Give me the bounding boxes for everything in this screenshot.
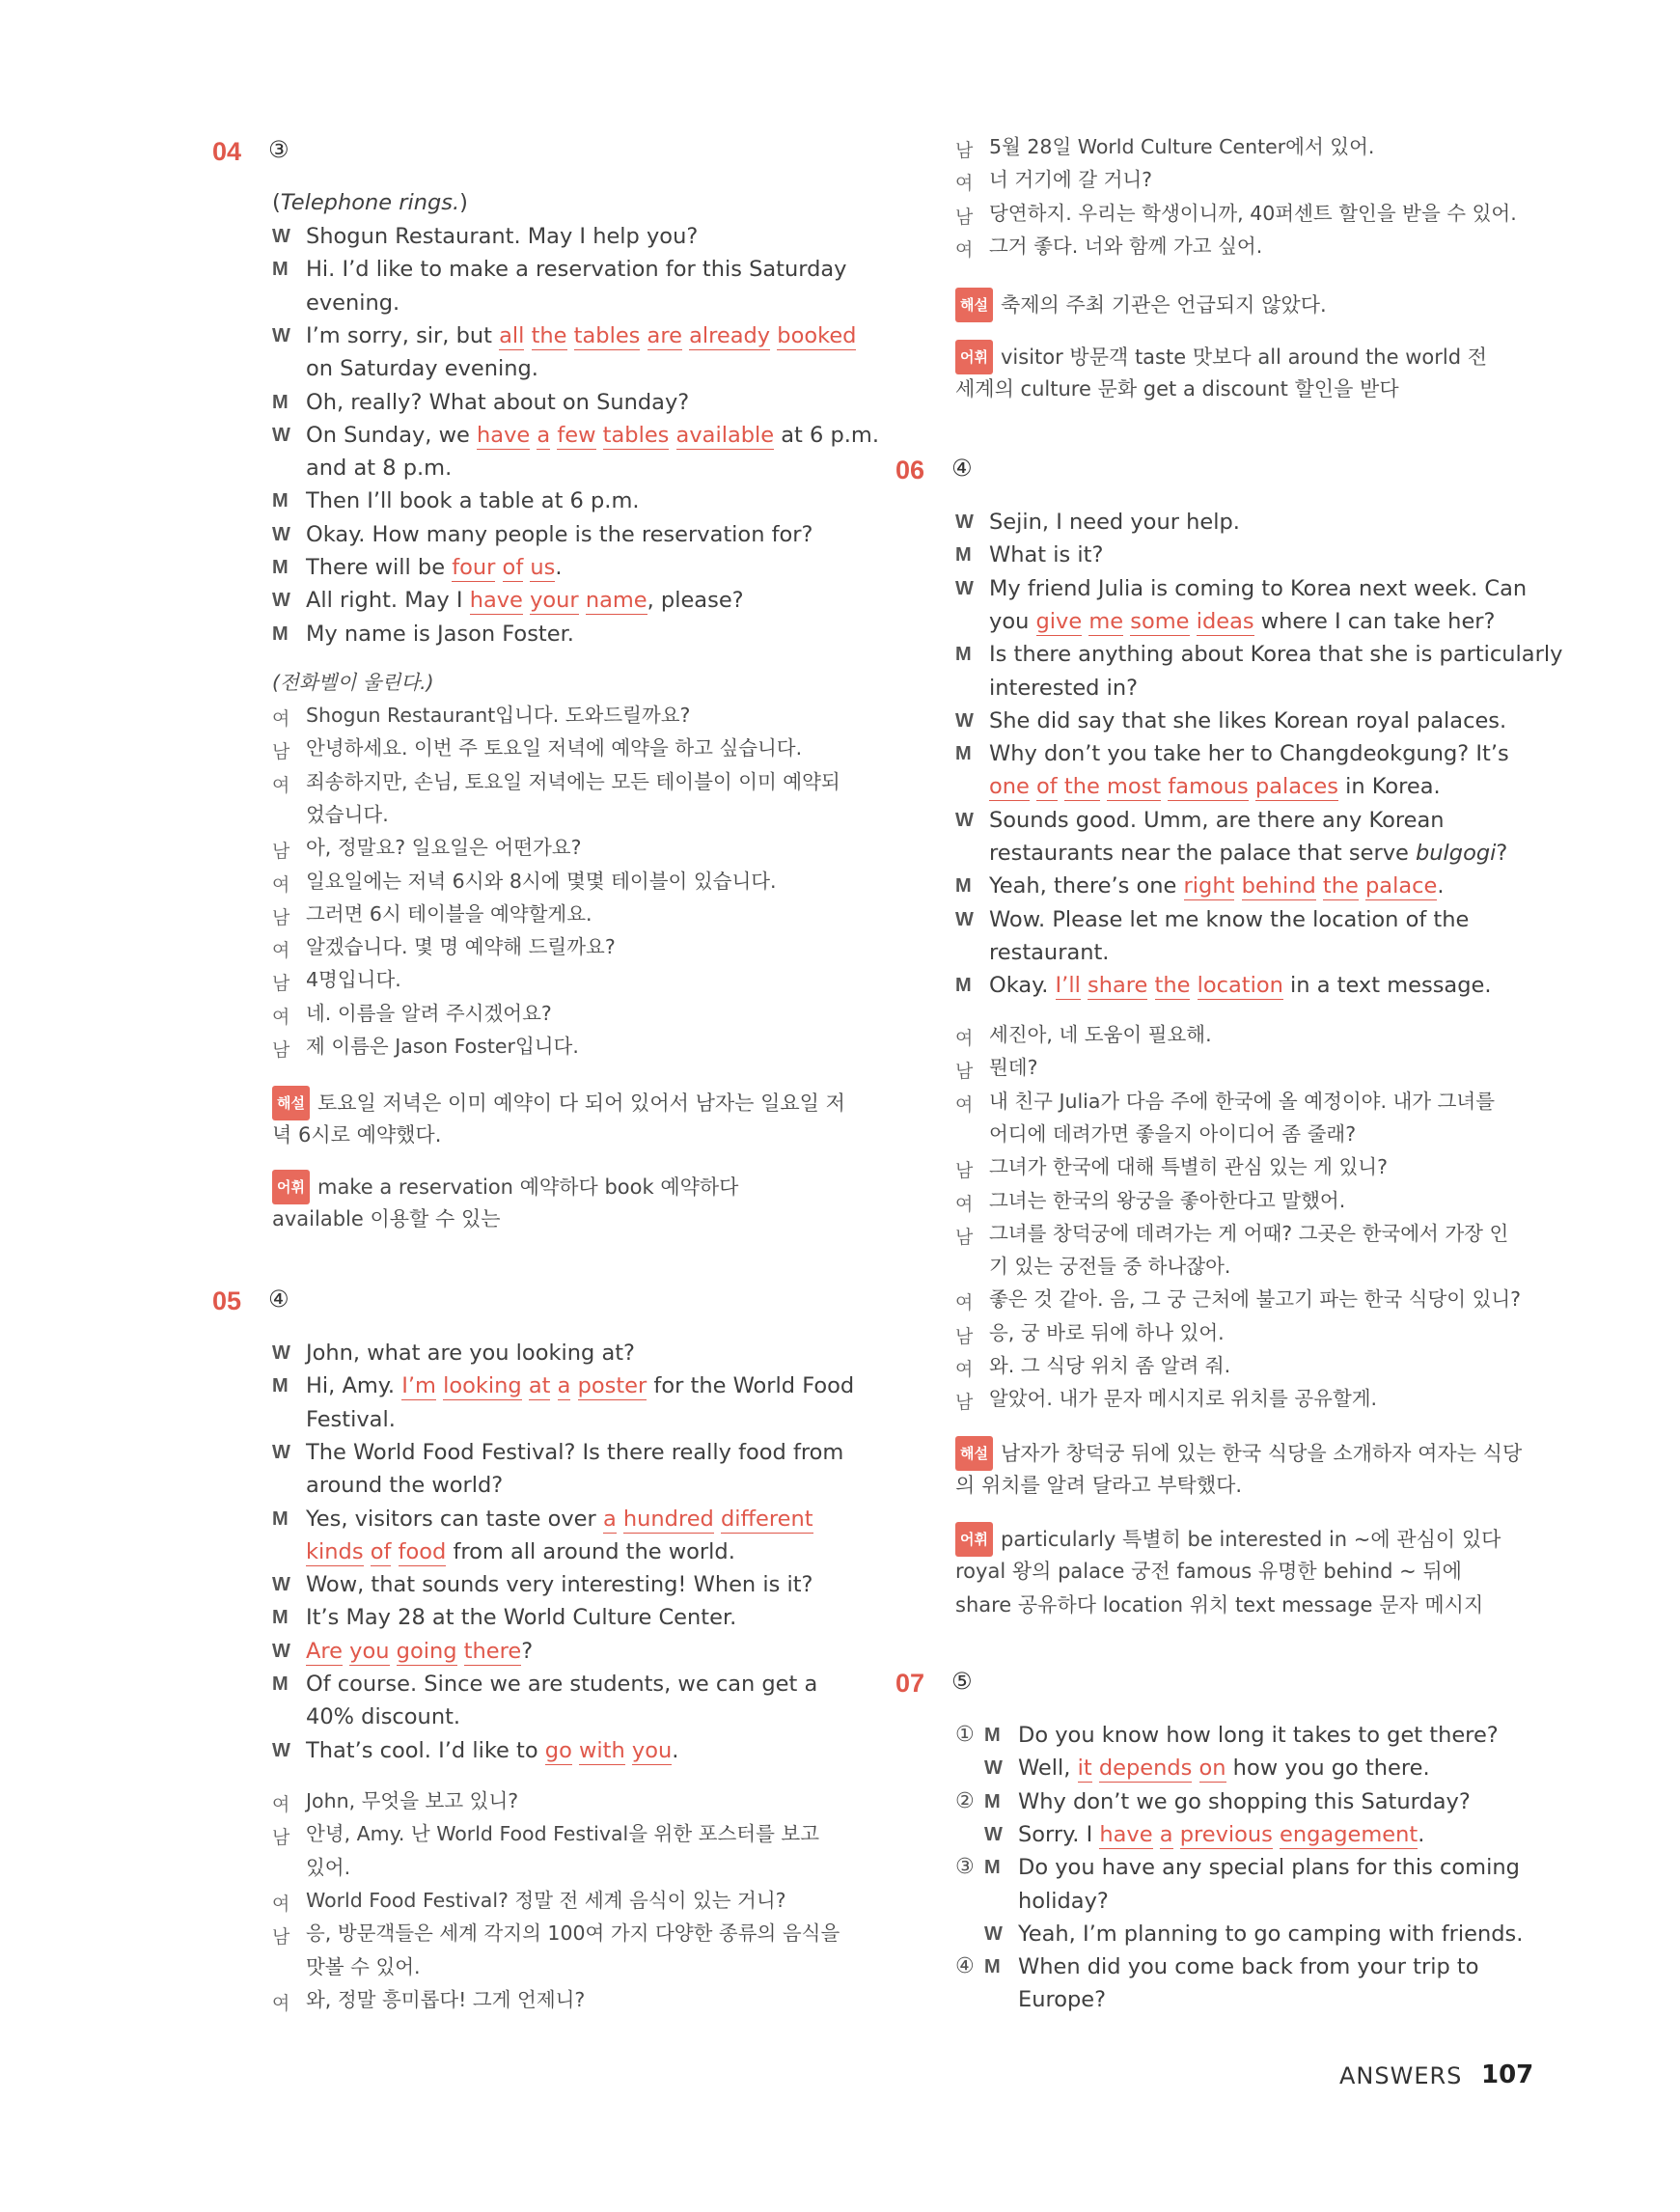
underlined-answer: ideas: [1196, 608, 1254, 634]
dialogue-line: Hi. I’d like to make a reservation for this Saturday: [306, 257, 847, 283]
speaker-label: W: [272, 226, 290, 247]
underlined-answer: one: [989, 774, 1030, 800]
underlined-answer: location: [1197, 973, 1283, 999]
underlined-answer: on: [1198, 1756, 1226, 1782]
underlined-answer: are: [647, 322, 682, 348]
dialogue-line: Oh, really? What about on Sunday?: [306, 389, 690, 415]
speaker-label-ko: 남: [955, 1061, 974, 1083]
underlined-answer: a: [1159, 1821, 1173, 1847]
speaker-label-ko: 남: [955, 206, 974, 228]
underlined-answer: kinds: [306, 1538, 364, 1564]
translation-line: 그녀를 창덕궁에 데려가는 게 어때? 그곳은 한국에서 가장 인: [989, 1221, 1509, 1245]
underlined-answer: a: [602, 1506, 617, 1532]
speaker-label-ko: 여: [272, 1992, 290, 2014]
underlined-answer: at: [528, 1373, 551, 1399]
translation-line: 세진아, 네 도움이 필요해.: [989, 1023, 1212, 1046]
dialogue-line: Europe?: [1018, 1987, 1107, 2013]
vocabulary-line: 어휘 visitor 방문객 taste 맛보다 all around the world 전: [955, 340, 1487, 374]
translation-line: 당연하지. 우리는 학생이니까, 40퍼센트 할인을 받을 수 있어.: [989, 201, 1517, 225]
speaker-label-ko: 남: [272, 906, 290, 928]
translation-line: 응, 궁 바로 뒤에 하나 있어.: [989, 1320, 1225, 1344]
explanation-line: 의 위치를 알려 달라고 부탁했다.: [955, 1474, 1243, 1498]
underlined-answer: your: [530, 588, 579, 614]
dialogue-line: you give me some ideas where I can take her?: [989, 608, 1496, 634]
dialogue-line: Are you going there?: [306, 1638, 534, 1664]
underlined-answer: go: [544, 1737, 572, 1763]
speaker-label-ko: 여: [955, 1193, 974, 1215]
option-number: ②: [955, 1788, 975, 1813]
underlined-answer: the: [1154, 973, 1191, 999]
translation-line: 네. 이름을 알려 주시겠어요?: [306, 1001, 552, 1025]
underlined-answer: share: [1088, 973, 1148, 999]
translation-line: 안녕하세요. 이번 주 토요일 저녁에 예약을 하고 싶습니다.: [306, 736, 803, 760]
underlined-answer: have: [469, 588, 523, 614]
underlined-answer: already: [689, 322, 771, 348]
option-number: ③: [955, 1855, 975, 1880]
dialogue-line: All right. May I have your name, please?: [306, 588, 744, 614]
footer-section-label: ANSWERS: [1339, 2062, 1463, 2089]
dialogue-line: on Saturday evening.: [306, 356, 538, 382]
explanation-line: 해설 축제의 주최 기관은 언급되지 않았다.: [955, 288, 1327, 322]
underlined-answer: the: [1322, 873, 1359, 899]
dialogue-line: There will be four of us.: [306, 555, 563, 580]
speaker-label-ko: 여: [272, 774, 290, 796]
speaker-label: W: [984, 1823, 1003, 1845]
underlined-answer: the: [1063, 774, 1100, 800]
dialogue-line: Well, it depends on how you go there.: [1018, 1756, 1430, 1782]
underlined-answer: looking: [443, 1373, 522, 1399]
underlined-answer: behind: [1241, 873, 1316, 899]
speaker-label: W: [272, 424, 290, 446]
speaker-label: M: [955, 544, 972, 567]
speaker-label-ko: 남: [272, 1926, 290, 1949]
underlined-answer: have: [477, 422, 531, 448]
vocabulary-tag: 어휘: [272, 1170, 310, 1204]
underlined-answer: all: [499, 322, 525, 348]
dialogue-line: Sejin, I need your help.: [989, 510, 1240, 535]
dialogue-line: Okay. How many people is the reservation for?: [306, 521, 813, 547]
underlined-answer: some: [1130, 608, 1190, 634]
vocabulary-line: 어휘 make a reservation 예약하다 book 예약하다: [272, 1170, 738, 1204]
speaker-label: W: [272, 590, 290, 612]
speaker-label-ko: 여: [272, 873, 290, 896]
underlined-answer: us: [530, 555, 556, 580]
underlined-answer: of: [502, 555, 524, 580]
answer-choice: ④: [268, 1286, 289, 1313]
explanation-tag: 해설: [955, 1436, 993, 1471]
speaker-label-ko: 여: [272, 1006, 290, 1028]
explanation-line: 해설 남자가 창덕궁 뒤에 있는 한국 식당을 소개하자 여자는 식당: [955, 1436, 1522, 1471]
speaker-label: M: [272, 259, 289, 281]
underlined-answer: famous: [1168, 774, 1249, 800]
underlined-answer: depends: [1098, 1756, 1193, 1782]
translation-line: 내 친구 Julia가 다음 주에 한국에 올 예정이야. 내가 그녀를: [989, 1089, 1496, 1113]
underlined-answer: you: [349, 1638, 390, 1664]
underlined-answer: with: [579, 1737, 625, 1763]
speaker-label-ko: 남: [272, 1827, 290, 1849]
dialogue-line: 40% discount.: [306, 1704, 461, 1730]
speaker-label-ko: 여: [272, 940, 290, 962]
speaker-label: W: [272, 523, 290, 545]
underlined-answer: I’ll: [1055, 973, 1081, 999]
dialogue-line: one of the most famous palaces in Korea.: [989, 774, 1441, 800]
explanation-line: 해설 토요일 저녁은 이미 예약이 다 되어 있어서 남자는 일요일 저: [272, 1086, 845, 1120]
question-number: 07: [895, 1669, 925, 1698]
vocabulary-line: royal 왕의 palace 궁전 famous 유명한 behind ~ 뒤에: [955, 1560, 1462, 1584]
speaker-label: M: [272, 1607, 289, 1629]
underlined-answer: there: [463, 1638, 522, 1664]
speaker-label: W: [272, 1342, 290, 1364]
translation-line: 5월 28일 World Culture Center에서 있어.: [989, 135, 1375, 158]
translation-line: 죄송하지만, 손님, 토요일 저녁에는 모든 테이블이 이미 예약되: [306, 769, 840, 793]
speaker-label-ko: 여: [955, 1359, 974, 1380]
dialogue-line: On Sunday, we have a few tables available at 6 p.m.: [306, 422, 879, 448]
speaker-label: M: [984, 1790, 1001, 1812]
speaker-label: M: [955, 875, 972, 898]
translation-line: 알겠습니다. 몇 명 예약해 드릴까요?: [306, 935, 616, 959]
speaker-label-ko: 남: [272, 1039, 290, 1061]
speaker-label: M: [955, 644, 972, 666]
vocabulary-line: share 공유하다 location 위치 text message 문자 메시지: [955, 1592, 1484, 1617]
underlined-answer: a: [557, 1373, 571, 1399]
dialogue-line: Okay. I’ll share the location in a text message.: [989, 973, 1492, 999]
underlined-answer: tables: [573, 322, 641, 348]
speaker-label: M: [984, 1956, 1001, 1978]
speaker-label: M: [272, 622, 289, 645]
dialogue-line: evening.: [306, 290, 400, 316]
dialogue-line: Why don’t you take her to Changdeokgung? It’s: [989, 741, 1509, 767]
underlined-answer: I’m: [401, 1373, 436, 1399]
underlined-answer: tables: [602, 422, 670, 448]
dialogue-line: Shogun Restaurant. May I help you?: [306, 224, 699, 249]
underlined-answer: food: [398, 1538, 447, 1564]
underlined-answer: four: [452, 555, 496, 580]
speaker-label-ko: 여: [955, 1028, 974, 1049]
translation-line: 그러면 6시 테이블을 예약할게요.: [306, 901, 592, 926]
translation-line: 너 거기에 갈 거니?: [989, 168, 1153, 192]
vocabulary-line: 세계의 culture 문화 get a discount 할인을 받다: [955, 377, 1399, 401]
translation-line: 좋은 것 같아. 음, 그 궁 근처에 불고기 파는 한국 식당이 있니?: [989, 1287, 1522, 1312]
dialogue-line: Then I’ll book a table at 6 p.m.: [306, 488, 640, 514]
underlined-answer: engagement: [1280, 1821, 1418, 1847]
underlined-answer: a: [537, 422, 551, 448]
speaker-label-ko: 여: [955, 1292, 974, 1314]
underlined-answer: booked: [777, 322, 857, 348]
explanation-tag: 해설: [955, 288, 993, 322]
question-number: 06: [895, 456, 925, 484]
speaker-label-ko: 여: [955, 238, 974, 261]
speaker-label: M: [272, 391, 289, 413]
speaker-label-ko: 남: [955, 1325, 974, 1347]
translation-line: 4명입니다.: [306, 968, 401, 992]
underlined-answer: going: [396, 1638, 457, 1664]
dialogue-line: My name is Jason Foster.: [306, 621, 574, 647]
translation-line: Shogun Restaurant입니다. 도와드릴까요?: [306, 704, 691, 727]
underlined-answer: me: [1088, 608, 1124, 634]
speaker-label: M: [272, 557, 289, 578]
speaker-label: M: [272, 490, 289, 512]
answer-choice: ③: [268, 136, 289, 163]
translation-line: 그녀는 한국의 왕궁을 좋아한다고 말했어.: [989, 1188, 1346, 1212]
underlined-answer: different: [721, 1506, 813, 1532]
underlined-answer: previous: [1179, 1821, 1273, 1847]
dialogue-line: Wow. Please let me know the location of the: [989, 906, 1470, 932]
translation-line: 뭔데?: [989, 1056, 1038, 1080]
vocabulary-tag: 어휘: [955, 340, 993, 374]
underlined-answer: of: [1036, 774, 1058, 800]
translation-line: 맛볼 수 있어.: [306, 1954, 421, 1978]
dialogue-line: It’s May 28 at the World Culture Center.: [306, 1605, 737, 1631]
translation-line: 있어.: [306, 1855, 351, 1879]
dialogue-line: Is there anything about Korea that she is particularly: [989, 642, 1563, 668]
answer-choice: ⑤: [951, 1668, 973, 1695]
underlined-answer: hundred: [622, 1506, 714, 1532]
speaker-label: W: [955, 908, 974, 930]
speaker-label-ko: 여: [272, 1893, 290, 1915]
speaker-label-ko: 여: [955, 1093, 974, 1116]
page-number: 107: [1481, 2060, 1534, 2089]
speaker-label: M: [955, 975, 972, 997]
speaker-label-ko: 남: [272, 973, 290, 995]
speaker-label-ko: 남: [955, 1392, 974, 1414]
translation-line: 아, 정말요? 일요일은 어떤가요?: [306, 836, 582, 860]
explanation-line: 녁 6시로 예약했다.: [272, 1123, 442, 1147]
speaker-label-ko: 남: [272, 741, 290, 763]
answer-choice: ④: [951, 455, 973, 482]
dialogue-line: The World Food Festival? Is there really food from: [306, 1439, 844, 1465]
translation-line: 와, 정말 흥미롭다! 그게 언제니?: [306, 1987, 586, 2011]
translation-line: 그거 좋다. 너와 함께 가고 싶어.: [989, 234, 1263, 258]
underlined-answer: right: [1183, 873, 1235, 899]
dialogue-line: Yes, visitors can taste over a hundred different: [306, 1506, 813, 1532]
dialogue-line: Yeah, I’m planning to go camping with friends.: [1018, 1921, 1524, 1947]
vocabulary-line: available 이용할 수 있는: [272, 1207, 501, 1231]
translation-line: 안녕, Amy. 난 World Food Festival을 위한 포스터를 보고: [306, 1822, 819, 1846]
speaker-label: W: [955, 809, 974, 831]
speaker-label: M: [272, 1375, 289, 1397]
speaker-label: M: [272, 1507, 289, 1530]
underlined-answer: name: [585, 588, 647, 614]
dialogue-line: When did you come back from your trip to: [1018, 1954, 1479, 1980]
underlined-answer: Are: [306, 1638, 343, 1664]
speaker-label: W: [272, 324, 290, 346]
dialogue-line: Sounds good. Umm, are there any Korean: [989, 807, 1445, 833]
underlined-answer: the: [531, 322, 567, 348]
vocabulary-tag: 어휘: [955, 1522, 993, 1557]
underlined-answer: give: [1035, 608, 1083, 634]
speaker-label: W: [272, 1739, 290, 1761]
dialogue-line: Do you know how long it takes to get there?: [1018, 1723, 1499, 1748]
dialogue-line: Do you have any special plans for this coming: [1018, 1855, 1520, 1881]
translation-line: 그녀가 한국에 대해 특별히 관심 있는 게 있니?: [989, 1155, 1388, 1179]
vocabulary-line: 어휘 particularly 특별히 be interested in ~에 관심이 있다: [955, 1522, 1501, 1557]
underlined-answer: it: [1077, 1756, 1092, 1782]
speaker-label-ko: 여: [955, 173, 974, 195]
question-number: 05: [212, 1286, 242, 1315]
speaker-label: M: [984, 1725, 1001, 1746]
underlined-answer: palace: [1365, 873, 1438, 899]
speaker-label: W: [272, 1640, 290, 1662]
explanation-tag: 해설: [272, 1086, 310, 1120]
speaker-label: W: [955, 512, 974, 533]
underlined-answer: of: [370, 1538, 392, 1564]
dialogue-line: My friend Julia is coming to Korea next week. Can: [989, 575, 1528, 601]
speaker-label-ko: 남: [955, 140, 974, 161]
speaker-label-ko: 남: [272, 841, 290, 863]
underlined-answer: most: [1106, 774, 1162, 800]
speaker-label: M: [272, 1673, 289, 1695]
translation-line: 제 이름은 Jason Foster입니다.: [306, 1035, 579, 1058]
question-number: 04: [212, 137, 242, 166]
stage-direction: (Telephone rings.): [272, 190, 468, 215]
dialogue-line: and at 8 p.m.: [306, 456, 453, 482]
dialogue-line: Festival.: [306, 1406, 396, 1432]
dialogue-line: That’s cool. I’d like to go with you.: [306, 1737, 679, 1763]
dialogue-line: kinds of food from all around the world.: [306, 1538, 735, 1564]
translation-line: World Food Festival? 정말 전 세계 음식이 있는 거니?: [306, 1888, 786, 1912]
speaker-label: W: [984, 1922, 1003, 1945]
dialogue-line: around the world?: [306, 1473, 504, 1499]
underlined-answer: poster: [577, 1373, 647, 1399]
translation-line: 었습니다.: [306, 802, 389, 826]
dialogue-line: Wow, that sounds very interesting! When is it?: [306, 1572, 813, 1598]
translation-line: 일요일에는 저녁 6시와 8시에 몇몇 테이블이 있습니다.: [306, 869, 777, 893]
speaker-label: M: [955, 743, 972, 765]
dialogue-line: Why don’t we go shopping this Saturday?: [1018, 1788, 1471, 1814]
speaker-label-ko: 여: [272, 1794, 290, 1815]
translation-line: 알았어. 내가 문자 메시지로 위치를 공유할게.: [989, 1387, 1378, 1411]
speaker-label-ko: 여: [272, 708, 290, 730]
translation-line: 기 있는 궁전들 중 하나잖아.: [989, 1255, 1231, 1279]
speaker-label-ko: 남: [955, 1160, 974, 1182]
translation-line: 와. 그 식당 위치 좀 알려 줘.: [989, 1354, 1231, 1377]
dialogue-line: holiday?: [1018, 1888, 1109, 1914]
stage-direction-ko: (전화벨이 울린다.): [272, 671, 434, 694]
dialogue-line: restaurants near the palace that serve bulgogi?: [989, 841, 1508, 866]
underlined-answer: few: [557, 422, 596, 448]
underlined-answer: palaces: [1254, 774, 1338, 800]
translation-line: 응, 방문객들은 세계 각지의 100여 가지 다양한 종류의 음식을: [306, 1922, 840, 1946]
dialogue-line: John, what are you looking at?: [306, 1341, 635, 1366]
option-number: ①: [955, 1723, 975, 1747]
underlined-answer: have: [1099, 1821, 1153, 1847]
dialogue-line: Of course. Since we are students, we can get a: [306, 1672, 818, 1697]
dialogue-line: restaurant.: [989, 939, 1110, 965]
translation-line: 어디에 데려가면 좋을지 아이디어 좀 줄래?: [989, 1121, 1357, 1146]
speaker-label: W: [984, 1757, 1003, 1780]
dialogue-line: interested in?: [989, 675, 1139, 701]
speaker-label: W: [955, 577, 974, 599]
dialogue-line: I’m sorry, sir, but all the tables are already booked: [306, 322, 857, 348]
speaker-label-ko: 남: [955, 1226, 974, 1248]
dialogue-line: Hi, Amy. I’m looking at a poster for the World Food: [306, 1373, 855, 1399]
speaker-label: W: [272, 1441, 290, 1463]
dialogue-line: What is it?: [989, 542, 1104, 568]
underlined-answer: available: [675, 422, 775, 448]
dialogue-line: She did say that she likes Korean royal palaces.: [989, 707, 1507, 733]
speaker-label: W: [272, 1574, 290, 1596]
speaker-label: M: [984, 1857, 1001, 1879]
option-number: ④: [955, 1954, 975, 1979]
translation-line: John, 무엇을 보고 있니?: [306, 1789, 519, 1812]
underlined-answer: you: [631, 1737, 673, 1763]
speaker-label: W: [955, 709, 974, 732]
dialogue-line: Yeah, there’s one right behind the palace.: [989, 873, 1445, 899]
dialogue-line: Sorry. I have a previous engagement.: [1018, 1821, 1425, 1847]
